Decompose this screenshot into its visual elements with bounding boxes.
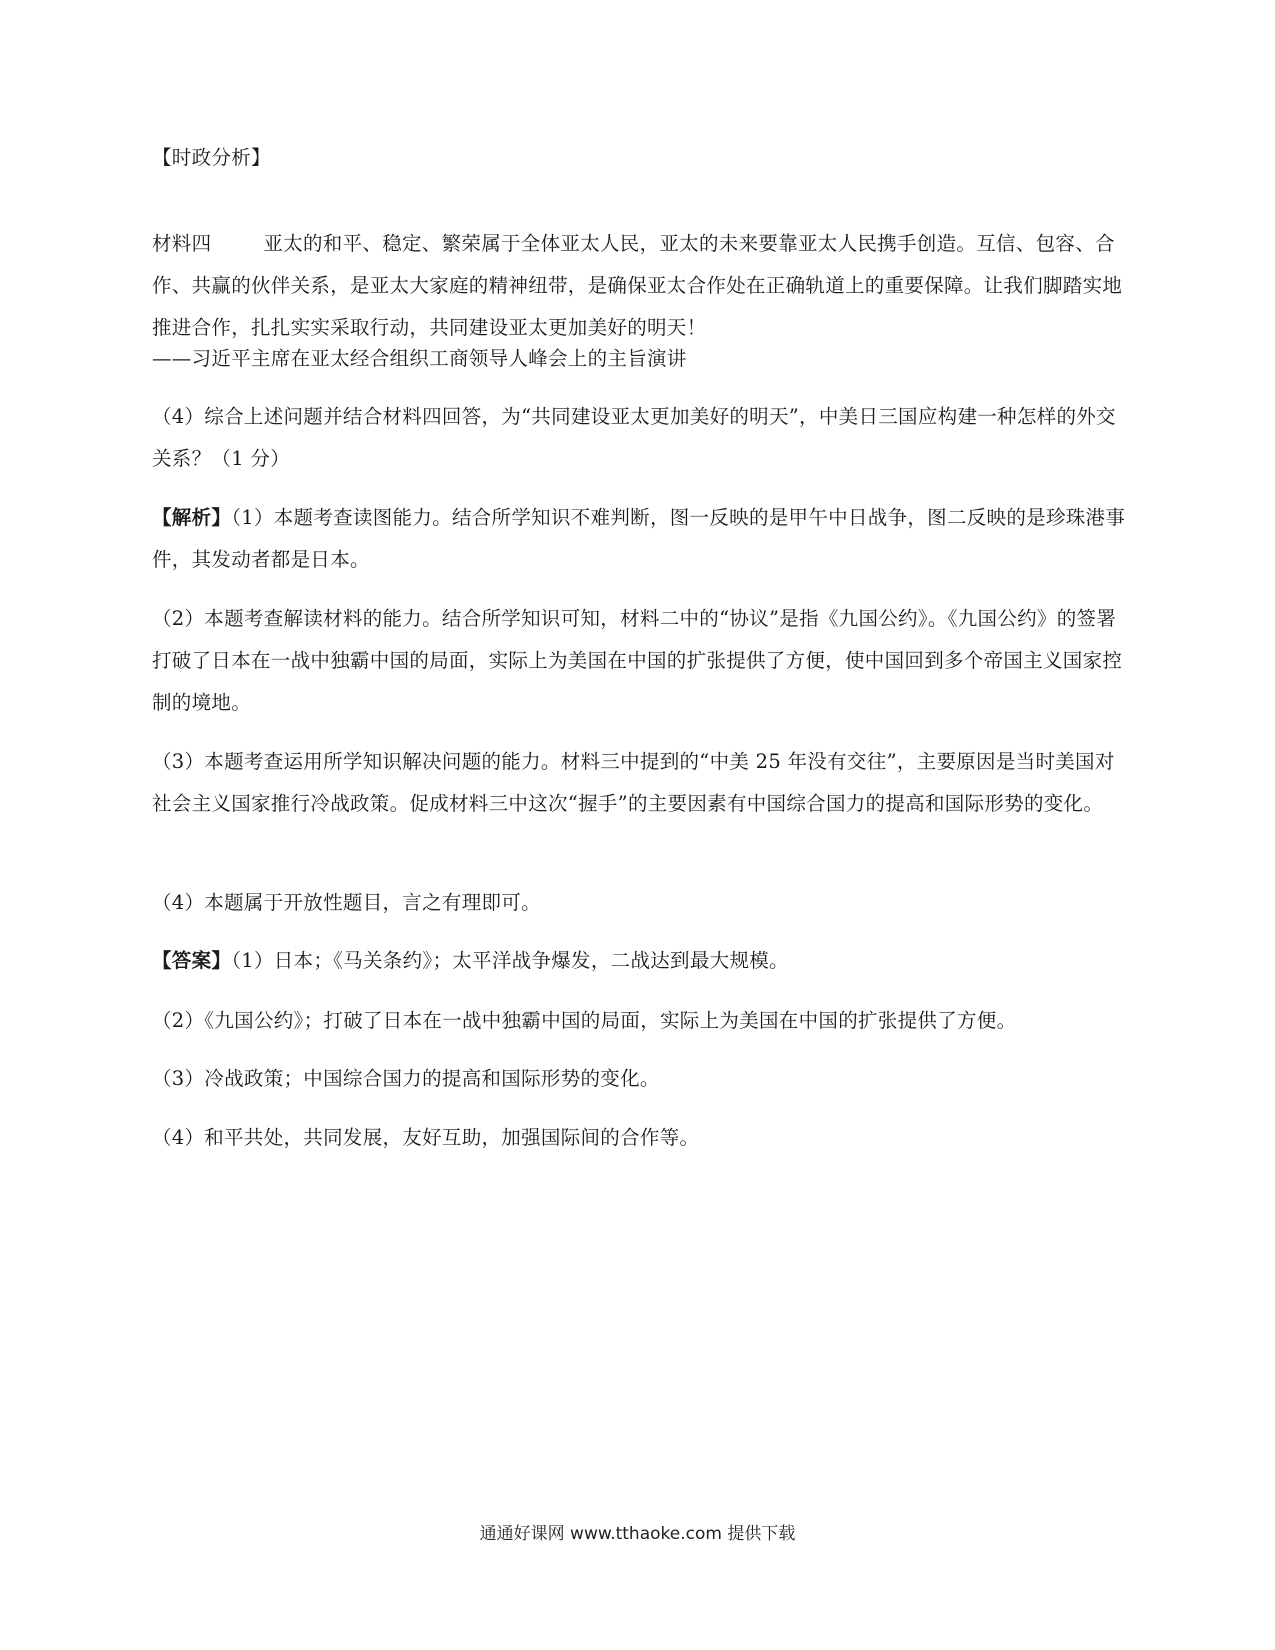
analysis-paragraph-4: [152, 882, 1127, 924]
page-footer: [0, 1519, 1275, 1544]
material-four-label: 材料四: [152, 232, 212, 255]
question-four: [152, 396, 1127, 480]
answer-a3-text: （3）冷战政策；中国综合国力的提高和国际形势的变化。: [152, 1067, 660, 1090]
answer-line-1: [152, 940, 1127, 982]
material-four: [152, 223, 1127, 349]
analysis-paragraph-3: [152, 741, 1127, 825]
answer-line-2: [152, 1000, 1127, 1042]
answer-line-4: [152, 1117, 1127, 1159]
analysis-p4-text: （4）本题属于开放性题目，言之有理即可。: [152, 891, 541, 914]
answer-line-3: [152, 1058, 1127, 1100]
material-four-source-text: ——习近平主席在亚太经合组织工商领导人峰会上的主旨演讲: [152, 347, 687, 370]
question-four-text: （4）综合上述问题并结合材料四回答，为“共同建设亚太更加美好的明天”，中美日三国应构建一种怎样的外交关系？（1 分）: [152, 405, 1116, 470]
answer-a4-text: （4）和平共处，共同发展，友好互助，加强国际间的合作等。: [152, 1126, 700, 1149]
analysis-paragraph-2: [152, 598, 1127, 724]
material-four-text: 亚太的和平、稳定、繁荣属于全体亚太人民，亚太的未来要靠亚太人民携手创造。互信、包容、合作、共赢的伙伴关系，是亚太大家庭的精神纽带，是确保亚太合作处在正确轨道上的重要保障。让我们脚踏实地推进合作，扎扎实实采取行动，共同建设亚太更加美好的明天！: [152, 232, 1123, 339]
answer-label: 【答案】: [152, 949, 232, 972]
footer-text: 通通好课网 www.tthaoke.com 提供下载: [479, 1524, 796, 1544]
section-title-text: 【时政分析】: [152, 146, 271, 169]
section-title: [152, 137, 1127, 179]
analysis-p3-text: （3）本题考查运用所学知识解决问题的能力。材料三中提到的“中美 25 年没有交往”，主要原因是当时美国对社会主义国家推行冷战政策。促成材料三中这次“握手”的主要因素有中国综合国力的提高和国际形势的变化。: [152, 750, 1115, 815]
answer-a1-text: （1）日本；《马关条约》；太平洋战争爆发，二战达到最大规模。: [231, 949, 789, 972]
analysis-paragraph-1: [152, 497, 1127, 581]
analysis-label: 【解析】: [152, 506, 232, 529]
material-four-source: [152, 338, 1127, 380]
answer-a2-text: （2）《九国公约》；打破了日本在一战中独霸中国的局面，实际上为美国在中国的扩张提供了方便。: [152, 1009, 1017, 1032]
analysis-p2-text: （2）本题考查解读材料的能力。结合所学知识可知，材料二中的“协议”是指《九国公约》。《九国公约》的签署打破了日本在一战中独霸中国的局面，实际上为美国在中国的扩张提供了方便，使中国回到多个帝国主义国家控制的境地。: [152, 607, 1123, 714]
analysis-p1-text: （1）本题考查读图能力。结合所学知识不难判断，图一反映的是甲午中日战争，图二反映的是珍珠港事件，其发动者都是日本。: [152, 506, 1126, 571]
